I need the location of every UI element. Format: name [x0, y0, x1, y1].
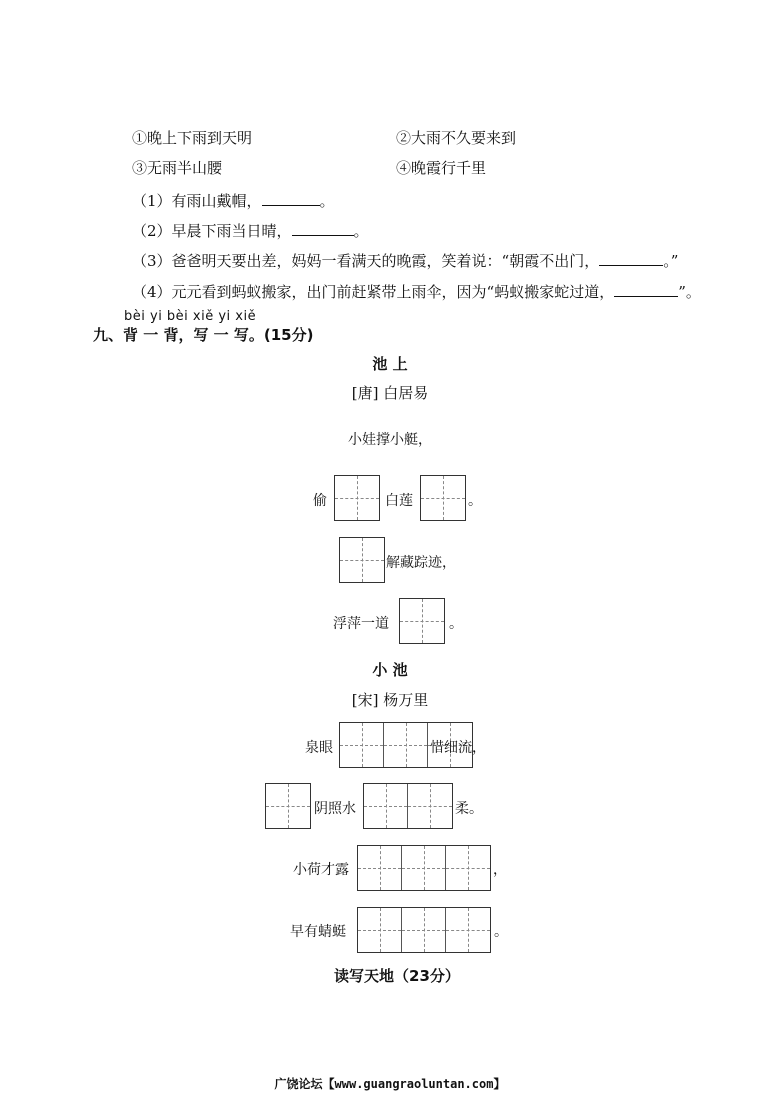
grid-cell[interactable] [340, 723, 384, 767]
grid-cell[interactable] [446, 846, 490, 890]
poem-1-line-2-start: 偷 [313, 493, 327, 509]
question-3-end: 。” [663, 252, 679, 270]
grid-cell[interactable] [364, 784, 408, 828]
question-2-end: 。 [353, 222, 369, 240]
writing-grid[interactable] [265, 783, 311, 829]
question-1 [132, 190, 335, 211]
section-9-heading: 九、背 一 背，写 一 写。(15分) [93, 326, 314, 344]
option-3: ③无雨半山腰 [132, 159, 223, 177]
writing-grid[interactable] [357, 845, 491, 891]
poem-1-author: [唐] 白居易 [351, 384, 429, 402]
grid-cell[interactable] [400, 599, 444, 643]
answer-blank-1[interactable] [262, 191, 320, 206]
poem-2-line-2-start: 阴照水 [314, 801, 356, 817]
poem-2-title: 小 池 [372, 661, 408, 679]
writing-grid[interactable] [357, 907, 491, 953]
writing-grid[interactable] [363, 783, 453, 829]
grid-cell[interactable] [402, 908, 446, 952]
writing-grid[interactable] [339, 537, 385, 583]
poem-1-line-3: 解藏踪迹， [386, 555, 456, 571]
answer-blank-2[interactable] [292, 221, 354, 236]
option-2: ②大雨不久要来到 [396, 129, 517, 147]
poem-1-line-1: 小娃撑小艇， [348, 432, 432, 448]
grid-cell[interactable] [335, 476, 379, 520]
question-4-end: ”。 [678, 283, 701, 301]
poem-2-line-1-end: 惜细流， [430, 740, 486, 756]
grid-cell[interactable] [266, 784, 310, 828]
poem-1-line-4-end: 。 [449, 616, 463, 632]
question-4-text: （4）元元看到蚂蚁搬家，出门前赶紧带上雨伞，因为“蚂蚁搬家蛇过道， [132, 283, 615, 301]
poem-1-line-2-end: 。 [468, 493, 482, 509]
question-1-end: 。 [319, 192, 335, 210]
poem-1-line-2-mid: 白莲 [385, 493, 413, 509]
writing-grid[interactable] [420, 475, 466, 521]
grid-cell[interactable] [408, 784, 452, 828]
writing-grid[interactable] [334, 475, 380, 521]
grid-cell[interactable] [421, 476, 465, 520]
poem-2-line-4-start: 早有蜻蜓 [290, 924, 346, 940]
writing-grid[interactable] [399, 598, 445, 644]
grid-cell[interactable] [358, 908, 402, 952]
grid-cell[interactable] [384, 723, 428, 767]
poem-2-line-4-end: 。 [494, 924, 508, 940]
poem-2-line-1-start: 泉眼 [305, 740, 333, 756]
question-3-text: （3）爸爸明天要出差，妈妈一看满天的晚霞，笑着说：“朝霞不出门， [132, 252, 600, 270]
poem-2-author: [宋] 杨万里 [351, 691, 429, 709]
grid-cell[interactable] [446, 908, 490, 952]
grid-cell[interactable] [340, 538, 384, 582]
answer-blank-3[interactable] [599, 251, 663, 266]
section-9-pinyin: bèi yi bèi xiě yi xiě [124, 309, 257, 324]
question-3 [132, 250, 678, 271]
grid-cell[interactable] [402, 846, 446, 890]
answer-blank-4[interactable] [614, 282, 678, 297]
next-section-heading: 读写天地（23分） [334, 967, 460, 985]
poem-2-line-2-end: 柔。 [455, 801, 483, 817]
poem-1-title: 池 上 [372, 355, 408, 373]
poem-2-line-3-end: ， [493, 862, 507, 878]
question-2 [132, 220, 369, 241]
footer: 广饶论坛【www.guangraoluntan.com】 [274, 1077, 506, 1091]
question-1-text: （1）有雨山戴帽， [132, 192, 262, 210]
option-1: ①晚上下雨到天明 [132, 129, 253, 147]
question-4 [132, 281, 701, 302]
question-2-text: （2）早晨下雨当日晴， [132, 222, 292, 240]
grid-cell[interactable] [358, 846, 402, 890]
option-4: ④晚霞行千里 [396, 159, 487, 177]
poem-2-line-3-start: 小荷才露 [293, 862, 349, 878]
poem-1-line-4-start: 浮萍一道 [333, 616, 389, 632]
